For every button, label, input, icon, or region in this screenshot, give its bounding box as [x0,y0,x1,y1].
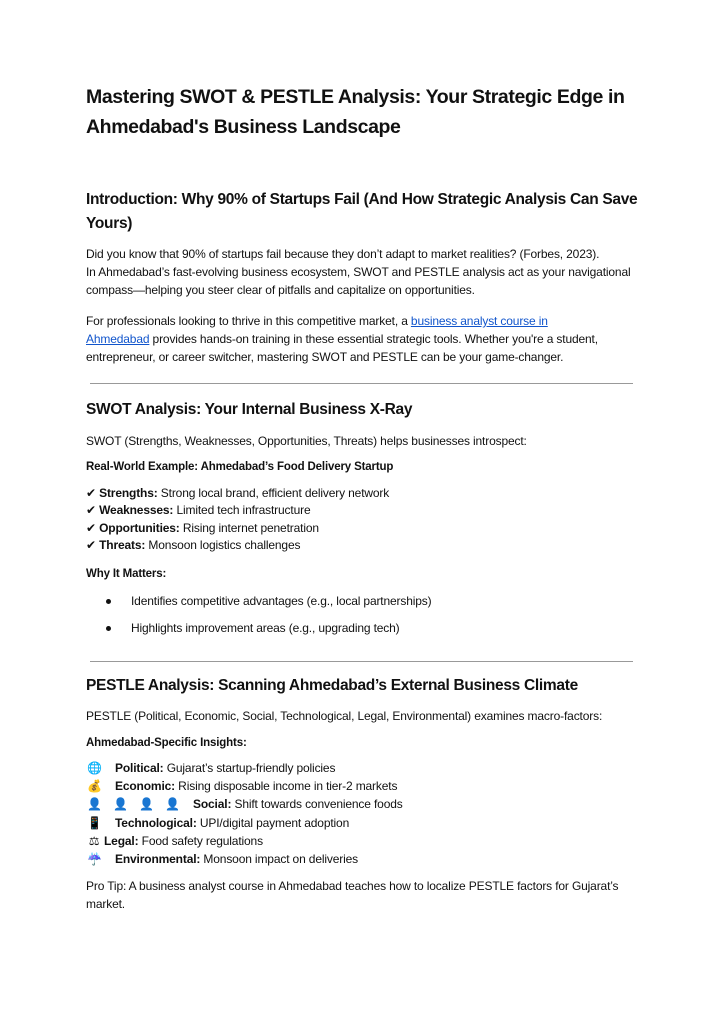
course-link-continued[interactable]: Ahmedabad [86,332,150,346]
intro-heading: Introduction: Why 90% of Startups Fail (And How Strategic Analysis Can Save Yours) [86,191,638,232]
swot-example-heading: Real-World Example: Ahmedabad’s Food Delivery Startup [86,461,394,473]
divider [90,383,633,384]
mobile-phone-icon: 📱 [87,815,102,830]
swot-item: ✔ Strengths: Strong local brand, efficient delivery network [86,486,390,500]
person-icon: 👤 [113,797,128,812]
person-icon: 👤 [87,797,102,812]
swot-heading: SWOT Analysis: Your Internal Business X-Ray [86,401,413,418]
bullet-icon [106,626,111,631]
person-icon: 👤 [165,797,180,812]
swot-item: ✔ Weaknesses: Limited tech infrastructure [86,503,311,518]
intro-paragraph-2: For professionals looking to thrive in this competitive market, a business analyst course in Ahmedabad provides hands-on training in these essential strategic tools. Whether you're a student, entrepreneur, or career switcher, mastering SWOT and PESTLE can be your game-changer. [86,314,598,364]
pestle-item-social: 👤 👤 👤 👤 Social: Shift towards convenience foods [87,795,403,813]
scales-icon: ⚖ [88,833,100,848]
pro-tip: Pro Tip: A business analyst course in Ahmedabad teaches how to localize PESTLE factors for Gujarat’s market. [86,879,619,911]
pestle-list [87,759,403,868]
intro-paragraph-1: Did you know that 90% of startups fail because they don’t adapt to market realities? (Forbes, 2023). In Ahmedabad’s fast-evolving business ecosystem, SWOT and PESTLE analysis act as your navigational compass—helping you steer clear of pitfalls and capitalize on opportunities. [86,247,631,297]
pestle-heading: PESTLE Analysis: Scanning Ahmedabad’s External Business Climate [86,677,578,694]
rain-cloud-icon: ☔ [87,852,102,867]
pestle-item-legal: ⚖ Legal: Food safety regulations [87,832,403,850]
pestle-item-environmental: ☔ Environmental: Monsoon impact on deliveries [87,850,403,868]
bullet-item: Highlights improvement areas (e.g., upgrading tech) [106,619,400,637]
why-heading: Why It Matters: [86,568,167,580]
person-icon: 👤 [139,797,154,812]
page-title: Mastering SWOT & PESTLE Analysis: Your Strategic Edge in Ahmedabad's Business Landscape [86,86,625,138]
pestle-insights-heading: Ahmedabad-Specific Insights: [86,737,247,749]
pestle-item-technological: 📱 Technological: UPI/digital payment adoption [87,814,403,832]
pestle-item-political: 🌐 Political: Gujarat’s startup-friendly policies [87,759,403,777]
swot-list [86,485,389,554]
swot-item: ✔ Threats: Monsoon logistics challenges [86,537,301,552]
course-link[interactable]: business analyst course in [410,314,548,328]
bullet-item: Identifies competitive advantages (e.g., local partnerships) [106,592,432,610]
pestle-item-economic: 💰 Economic: Rising disposable income in tier-2 markets [87,777,403,795]
check-icon: ✔ [86,486,96,500]
check-icon: ✔ [86,503,96,518]
money-bag-icon: 💰 [87,779,102,794]
check-icon: ✔ [86,520,96,535]
swot-intro: SWOT (Strengths, Weaknesses, Opportunities, Threats) helps businesses introspect: [86,434,527,448]
globe-icon: 🌐 [87,761,102,775]
check-icon: ✔ [86,537,96,552]
divider [90,661,633,662]
pestle-intro: PESTLE (Political, Economic, Social, Technological, Legal, Environmental) examines macro-factors: [86,709,603,723]
swot-item: ✔ Opportunities: Rising internet penetration [86,520,319,535]
bullet-icon [106,599,111,604]
